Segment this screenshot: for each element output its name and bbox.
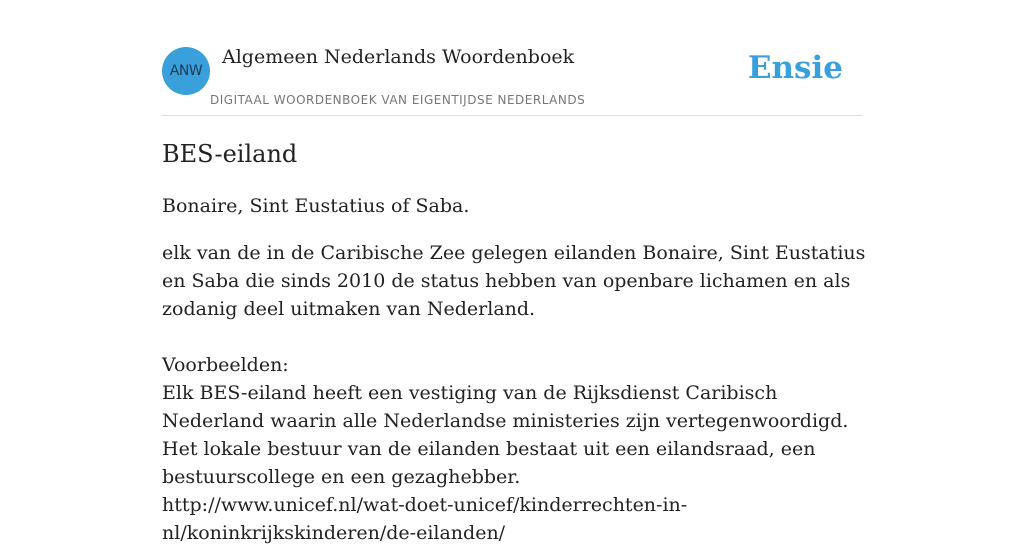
anw-logo-text: ANW bbox=[169, 63, 203, 79]
example-source-line-1[interactable]: http://www.unicef.nl/wat-doet-unicef/kinderrechten-in- bbox=[162, 494, 688, 516]
anw-logo[interactable] bbox=[162, 47, 210, 95]
site-title[interactable]: Algemeen Nederlands Woordenboek bbox=[222, 46, 575, 68]
definition: elk van de in de Caribische Zee gelegen eilanden Bonaire, Sint Eustatius en Saba die sinds 2010 de status hebben van openbare lichamen en als zodanig deel uitmaken van Nederland. bbox=[162, 242, 866, 320]
short-definition: Bonaire, Sint Eustatius of Saba. bbox=[162, 195, 470, 217]
example-source-line-2[interactable]: nl/koninkrijkskinderen/de-eilanden/ bbox=[162, 522, 506, 544]
examples-label: Voorbeelden: bbox=[162, 354, 289, 376]
header-divider bbox=[162, 115, 862, 116]
site-subtitle: DIGITAAL WOORDENBOEK VAN EIGENTIJDSE NEDERLANDS bbox=[210, 93, 586, 107]
example-text: Elk BES-eiland heeft een vestiging van de Rijksdienst Caribisch Nederland waarin alle Nederlandse ministeries zijn vertegenwoordigd. Het lokale bestuur van de eilanden bestaat uit een eilandsraad, een bestuurscollege en een gezaghebber. bbox=[162, 382, 849, 488]
ensie-brand-logo[interactable]: Ensie bbox=[747, 50, 843, 86]
spacer bbox=[162, 323, 867, 351]
entry-content bbox=[162, 192, 867, 547]
entry-headword: BES-eiland bbox=[162, 140, 298, 168]
